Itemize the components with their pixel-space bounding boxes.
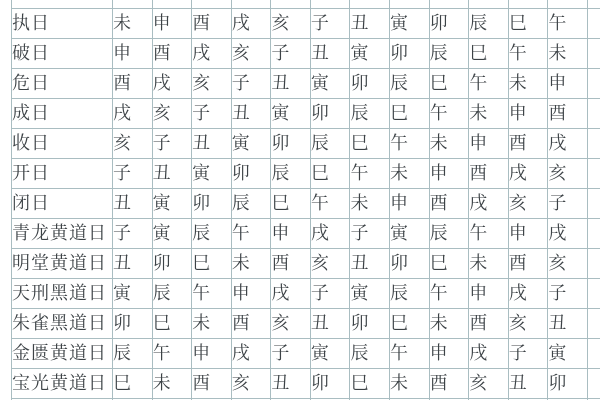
branch-cell: 丑 xyxy=(350,249,390,279)
branch-cell: 丑 xyxy=(271,69,311,99)
branch-cell: 未 xyxy=(429,129,469,159)
branch-cell: 寅 xyxy=(113,279,153,309)
branch-cell: 巳 xyxy=(350,369,390,399)
branch-cell: 戌 xyxy=(310,219,350,249)
row-label: 成日 xyxy=(12,99,113,129)
cropped-cell xyxy=(587,0,600,9)
branch-cell: 寅 xyxy=(350,279,390,309)
branch-cell: 亥 xyxy=(192,69,232,99)
branch-cell: 申 xyxy=(231,279,271,309)
branch-cell: 辰 xyxy=(113,339,153,369)
branch-cell: 酉 xyxy=(469,309,509,339)
branch-cell: 未 xyxy=(508,69,548,99)
branch-cell: 戌 xyxy=(113,99,153,129)
branch-cell: 申 xyxy=(508,219,548,249)
branch-cell: 丑 xyxy=(271,369,311,399)
branch-cell: 丑 xyxy=(310,39,350,69)
cropped-cell xyxy=(587,99,600,129)
branch-cell: 未 xyxy=(231,249,271,279)
branch-cell: 戌 xyxy=(271,279,311,309)
branch-cell: 酉 xyxy=(231,309,271,339)
branch-cell: 巳 xyxy=(192,249,232,279)
cropped-cell xyxy=(469,0,509,9)
branch-cell: 亥 xyxy=(152,99,192,129)
branch-cell: 巳 xyxy=(152,309,192,339)
branch-cell: 午 xyxy=(469,69,509,99)
table-row xyxy=(12,279,600,309)
branch-cell: 丑 xyxy=(310,309,350,339)
branch-cell: 戌 xyxy=(192,39,232,69)
table-row xyxy=(12,189,600,219)
branch-cell: 亥 xyxy=(113,129,153,159)
branch-cell: 巳 xyxy=(429,249,469,279)
branch-cell: 戌 xyxy=(548,219,588,249)
row-label: 闭日 xyxy=(12,189,113,219)
branch-cell: 卯 xyxy=(429,9,469,39)
branch-cell: 亥 xyxy=(469,369,509,399)
branch-cell: 丑 xyxy=(152,159,192,189)
table-row xyxy=(12,99,600,129)
cropped-cell xyxy=(587,9,600,39)
branch-cell: 巳 xyxy=(271,189,311,219)
branch-cell: 子 xyxy=(192,99,232,129)
branch-cell: 申 xyxy=(469,279,509,309)
row-label: 青龙黄道日 xyxy=(12,219,113,249)
branch-cell: 亥 xyxy=(508,309,548,339)
branch-cell: 子 xyxy=(310,9,350,39)
cropped-cell xyxy=(587,249,600,279)
table-row xyxy=(12,369,600,399)
branch-cell: 子 xyxy=(271,39,311,69)
branch-cell: 申 xyxy=(152,9,192,39)
branch-cell: 申 xyxy=(192,339,232,369)
branch-cell: 未 xyxy=(390,159,430,189)
branch-cell: 未 xyxy=(469,99,509,129)
branch-cell: 卯 xyxy=(310,99,350,129)
branch-cell: 未 xyxy=(390,369,430,399)
branch-cell: 辰 xyxy=(310,129,350,159)
branch-cell: 巳 xyxy=(508,9,548,39)
row-label: 宝光黄道日 xyxy=(12,369,113,399)
branch-cell: 子 xyxy=(113,159,153,189)
branch-cell: 亥 xyxy=(231,39,271,69)
branch-cell: 申 xyxy=(113,39,153,69)
branch-cell: 卯 xyxy=(113,309,153,339)
branch-cell: 巳 xyxy=(310,159,350,189)
branch-cell: 辰 xyxy=(152,279,192,309)
row-label: 破日 xyxy=(12,39,113,69)
branch-cell: 巳 xyxy=(350,129,390,159)
branch-cell: 辰 xyxy=(469,9,509,39)
branch-cell: 寅 xyxy=(152,189,192,219)
branch-cell: 未 xyxy=(469,249,509,279)
table-row xyxy=(12,69,600,99)
branch-cell: 亥 xyxy=(271,9,311,39)
branch-cell: 子 xyxy=(310,279,350,309)
branch-cell: 申 xyxy=(429,159,469,189)
branch-cell: 寅 xyxy=(350,39,390,69)
cropped-cell xyxy=(350,0,390,9)
branch-cell: 酉 xyxy=(152,39,192,69)
branch-cell: 午 xyxy=(548,9,588,39)
branch-cell: 卯 xyxy=(390,39,430,69)
cropped-cell xyxy=(231,0,271,9)
branch-cell: 卯 xyxy=(271,129,311,159)
table-row xyxy=(12,159,600,189)
branch-cell: 亥 xyxy=(231,369,271,399)
branch-cell: 辰 xyxy=(350,99,390,129)
branch-cell: 卯 xyxy=(192,189,232,219)
branch-cell: 寅 xyxy=(548,339,588,369)
table-row xyxy=(12,309,600,339)
cropped-top-row xyxy=(12,0,600,9)
branch-cell: 午 xyxy=(152,339,192,369)
branch-cell: 辰 xyxy=(429,219,469,249)
branch-cell: 午 xyxy=(390,129,430,159)
branch-cell: 酉 xyxy=(113,69,153,99)
branch-cell: 酉 xyxy=(429,369,469,399)
branch-cell: 子 xyxy=(152,129,192,159)
branch-cell: 辰 xyxy=(390,69,430,99)
row-label: 危日 xyxy=(12,69,113,99)
branch-cell: 申 xyxy=(429,339,469,369)
branch-cell: 午 xyxy=(429,99,469,129)
branch-cell: 酉 xyxy=(548,99,588,129)
branch-cell: 子 xyxy=(350,219,390,249)
branch-cell: 戌 xyxy=(469,189,509,219)
branch-cell: 申 xyxy=(548,69,588,99)
cropped-cell xyxy=(587,69,600,99)
branch-cell: 辰 xyxy=(231,189,271,219)
table-row xyxy=(12,39,600,69)
branch-cell: 戌 xyxy=(508,279,548,309)
branch-cell: 申 xyxy=(390,189,430,219)
branch-cell: 酉 xyxy=(192,9,232,39)
branch-cell: 辰 xyxy=(271,159,311,189)
branch-cell: 酉 xyxy=(469,159,509,189)
cropped-cell xyxy=(587,39,600,69)
branch-cell: 未 xyxy=(113,9,153,39)
branch-cell: 午 xyxy=(231,219,271,249)
cropped-cell xyxy=(587,159,600,189)
branch-cell: 子 xyxy=(548,279,588,309)
branch-cell: 巳 xyxy=(429,69,469,99)
branch-cell: 卯 xyxy=(310,369,350,399)
branch-cell: 寅 xyxy=(310,339,350,369)
almanac-table xyxy=(11,0,600,400)
branch-cell: 丑 xyxy=(231,99,271,129)
branch-cell: 未 xyxy=(192,309,232,339)
branch-cell: 亥 xyxy=(310,249,350,279)
branch-cell: 丑 xyxy=(192,129,232,159)
cropped-cell xyxy=(429,0,469,9)
row-label: 执日 xyxy=(12,9,113,39)
branch-cell: 辰 xyxy=(192,219,232,249)
cropped-cell xyxy=(587,129,600,159)
almanac-table-body xyxy=(12,0,600,400)
branch-cell: 卯 xyxy=(548,369,588,399)
branch-cell: 辰 xyxy=(429,39,469,69)
cropped-cell xyxy=(587,309,600,339)
cropped-cell xyxy=(113,0,153,9)
branch-cell: 戌 xyxy=(231,339,271,369)
branch-cell: 午 xyxy=(508,39,548,69)
branch-cell: 午 xyxy=(390,339,430,369)
branch-cell: 寅 xyxy=(390,9,430,39)
row-label: 收日 xyxy=(12,129,113,159)
branch-cell: 寅 xyxy=(231,129,271,159)
cropped-cell xyxy=(152,0,192,9)
table-row xyxy=(12,249,600,279)
branch-cell: 戌 xyxy=(469,339,509,369)
branch-cell: 寅 xyxy=(192,159,232,189)
table-row xyxy=(12,339,600,369)
cropped-cell xyxy=(271,0,311,9)
branch-cell: 卯 xyxy=(152,249,192,279)
row-label: 朱雀黑道日 xyxy=(12,309,113,339)
cropped-cell xyxy=(587,219,600,249)
branch-cell: 巳 xyxy=(390,99,430,129)
branch-cell: 丑 xyxy=(350,9,390,39)
branch-cell: 卯 xyxy=(231,159,271,189)
branch-cell: 子 xyxy=(113,219,153,249)
branch-cell: 酉 xyxy=(271,249,311,279)
branch-cell: 卯 xyxy=(350,309,390,339)
branch-cell: 亥 xyxy=(548,159,588,189)
row-label: 金匮黄道日 xyxy=(12,339,113,369)
branch-cell: 酉 xyxy=(192,369,232,399)
cropped-cell xyxy=(310,0,350,9)
branch-cell: 午 xyxy=(310,189,350,219)
row-label: 开日 xyxy=(12,159,113,189)
branch-cell: 午 xyxy=(429,279,469,309)
branch-cell: 寅 xyxy=(310,69,350,99)
row-label: 明堂黄道日 xyxy=(12,249,113,279)
branch-cell: 卯 xyxy=(350,69,390,99)
branch-cell: 子 xyxy=(548,189,588,219)
cropped-cell xyxy=(12,0,113,9)
cropped-cell xyxy=(587,279,600,309)
branch-cell: 未 xyxy=(429,309,469,339)
cropped-cell xyxy=(192,0,232,9)
branch-cell: 酉 xyxy=(429,189,469,219)
branch-cell: 子 xyxy=(271,339,311,369)
branch-cell: 丑 xyxy=(548,309,588,339)
branch-cell: 亥 xyxy=(548,249,588,279)
branch-cell: 丑 xyxy=(508,369,548,399)
branch-cell: 未 xyxy=(350,189,390,219)
branch-cell: 午 xyxy=(469,219,509,249)
branch-cell: 子 xyxy=(508,339,548,369)
row-label: 天刑黑道日 xyxy=(12,279,113,309)
branch-cell: 亥 xyxy=(271,309,311,339)
table-row xyxy=(12,219,600,249)
branch-cell: 寅 xyxy=(390,219,430,249)
branch-cell: 巳 xyxy=(469,39,509,69)
cropped-cell xyxy=(548,0,588,9)
cropped-cell xyxy=(390,0,430,9)
branch-cell: 巳 xyxy=(113,369,153,399)
branch-cell: 辰 xyxy=(350,339,390,369)
branch-cell: 寅 xyxy=(152,219,192,249)
branch-cell: 辰 xyxy=(390,279,430,309)
branch-cell: 丑 xyxy=(113,189,153,219)
branch-cell: 戌 xyxy=(231,9,271,39)
branch-cell: 酉 xyxy=(508,129,548,159)
branch-cell: 戌 xyxy=(508,159,548,189)
table-row xyxy=(12,129,600,159)
branch-cell: 寅 xyxy=(271,99,311,129)
branch-cell: 未 xyxy=(152,369,192,399)
branch-cell: 午 xyxy=(192,279,232,309)
branch-cell: 丑 xyxy=(113,249,153,279)
branch-cell: 酉 xyxy=(508,249,548,279)
branch-cell: 申 xyxy=(271,219,311,249)
branch-cell: 戌 xyxy=(548,129,588,159)
cropped-cell xyxy=(508,0,548,9)
cropped-cell xyxy=(587,369,600,399)
branch-cell: 午 xyxy=(350,159,390,189)
branch-cell: 申 xyxy=(469,129,509,159)
cropped-cell xyxy=(587,189,600,219)
branch-cell: 未 xyxy=(548,39,588,69)
branch-cell: 卯 xyxy=(390,249,430,279)
branch-cell: 巳 xyxy=(390,309,430,339)
branch-cell: 亥 xyxy=(508,189,548,219)
cropped-cell xyxy=(587,339,600,369)
branch-cell: 子 xyxy=(231,69,271,99)
branch-cell: 戌 xyxy=(152,69,192,99)
branch-cell: 申 xyxy=(508,99,548,129)
table-row xyxy=(12,9,600,39)
